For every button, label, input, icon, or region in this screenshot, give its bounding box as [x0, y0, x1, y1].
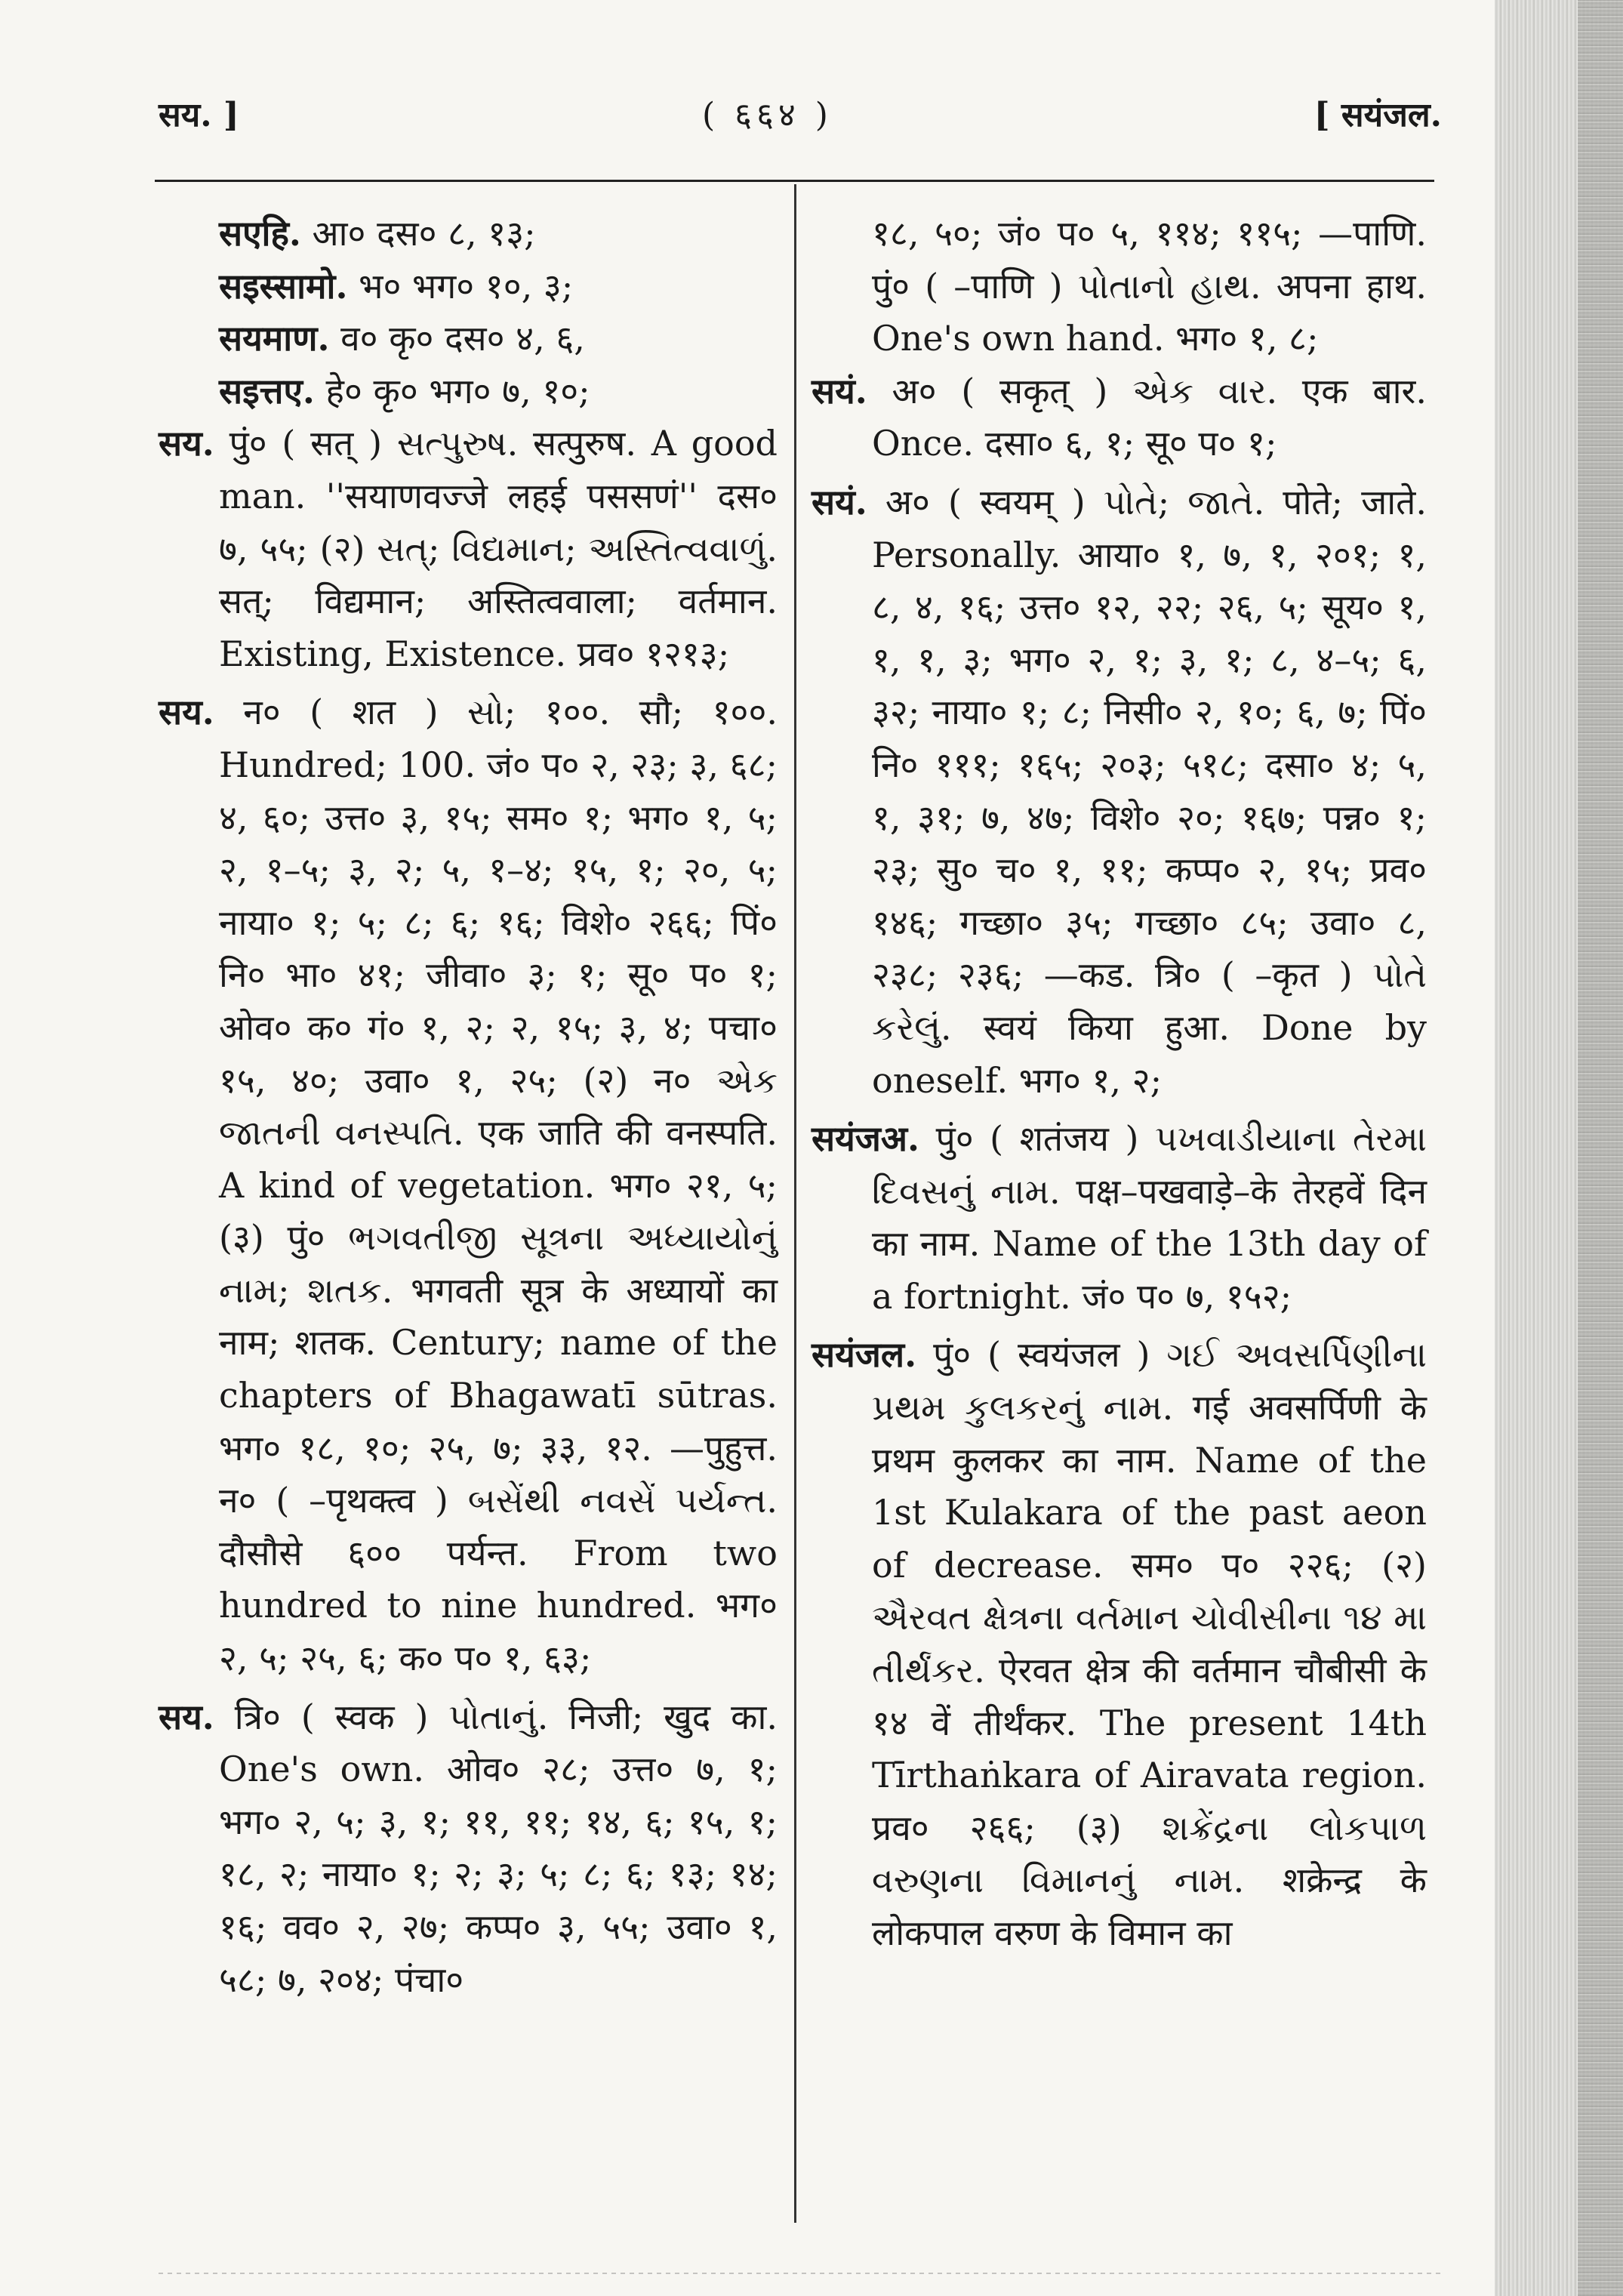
dictionary-entry-continued: [812, 208, 1427, 365]
entry-headword: सयंजअ.: [812, 1118, 920, 1160]
entry-body: अ० ( स्वयम् ) પોતે; જાતે. पोते; जाते. Personally. आया० १, ७, १, २०१; १, ८, ४, १६; उत्त० १२, २२; २६, ५; सूय० १, १, १, ३; भग० २, १; ३, १; ८, ४–५; ६, ३२; नाया० १; ८; निसी० २, १०; ६, ७; पिं० नि० १११; १६५; २०३; ५१८; दसा० ४; ५, १, ३१; ७, ४७; विशे० २०; १६७; पन्न० १; २३; सु० च० १, ११; कप्प० २, १५; प्रव० १४६; गच्छा० ३५; गच्छा० ८५; उवा० ८, २३८; २३६; —कड. त्रि० ( –कृत ) પોતે કરેલું. स्वयं किया हुआ. Done by oneself. भग० १, २;: [872, 481, 1427, 1101]
entry-body: १८, ५०; जं० प० ५, ११४; ११५; —पाणि. पुं० ( –पाणि ) પોતાનો હાથ. अपना हाथ. One's own hand. भग० १, ८;: [872, 213, 1427, 359]
entry-headword: सय.: [159, 1696, 214, 1737]
dictionary-entry: [159, 260, 778, 313]
dictionary-entry: [159, 686, 778, 1684]
entry-body: त्रि० ( स्वक ) પોતાનું. निजी; खुद का. One's own. ओव० २८; उत्त० ७, १; भग० २, ५; ३, १; ११, ११; १४, ६; १५, १; १८, २; नाया० १; २; ३; ५; ८; ६; १३; १४; १६; वव० २, २७; कप्प० ३, ५५; उवा० १, ५८; ७, २०४; पंचा०: [219, 1696, 778, 2000]
left-column: [159, 208, 778, 2012]
entry-headword: सएहि.: [219, 213, 301, 254]
dictionary-entry: [159, 208, 778, 260]
dictionary-entry: [812, 476, 1427, 1107]
dictionary-entry: [159, 313, 778, 365]
entry-headword: सइस्सामो.: [219, 265, 348, 307]
header-left-guideword: सय. ]: [159, 96, 239, 134]
right-column: [812, 208, 1427, 1966]
entry-body: अ० ( सकृत् ) એક વાર. एक बार. Once. दसा० ६, १; सू० प० १;: [872, 370, 1427, 464]
dictionary-entry: [159, 1691, 778, 2007]
dictionary-entry: [159, 418, 778, 680]
column-divider: [794, 184, 796, 2223]
entry-headword: सइत्तए.: [219, 370, 315, 411]
entry-body: पुं० ( स्वयंजल ) ગઈ અવસર્પિણીના પ્રથમ કુલકરનું નામ. गई अवसर्पिणी के प्रथम कुलकर का नाम. Name of the 1st Kulakara of the past aeon of decrease. सम० प० २२६; (२) ઐરવત ક્ષેત્રના વર્તમાન ચોવીસીના ૧૪ મા તીર્થંકર. ऐरवत क्षेत्र की वर्तमान चौबीसी के १४ वें तीर्थंकर. The present 14th Tīrthaṅkara of Airavata region. प्रव० २६६; (३) શક્રેંદ્રના લોકપાળ વરુણના વિમાનનું નામ. शक्रेन्द्र के लोकपाल वरुण के विमान का: [872, 1334, 1427, 1953]
entry-headword: सय.: [159, 692, 214, 733]
page-header: [159, 91, 1442, 143]
bottom-scan-line: [159, 2273, 1442, 2274]
entry-body: हे० कृ० भग० ७, १०;: [325, 370, 590, 411]
header-rule: [155, 180, 1434, 182]
entry-body: पुं० ( सत् ) સત્પુરુષ. सत्पुरुष. A good man. ''सयाणवज्जे लहई पससणं'' दस० ७, ५५; (२) સત્; વિદ્યમાન; અસ્તિત્વવાળું. सत्; विद्यमान; अस्तित्ववाला; वर्तमान. Existing, Existence. प्रव० १२१३;: [219, 423, 778, 674]
entry-body: पुं० ( शतंजय ) પખવાડીયાના તેરમા દિવસનું નામ. पक्ष–पखवाड़े–के तेरहवें दिन का नाम. Name of the 13th day of a fortnight. जं० प० ७, १५२;: [872, 1118, 1427, 1317]
entry-headword: सयं.: [812, 481, 867, 522]
dictionary-entry: [812, 1329, 1427, 1959]
dictionary-entry: [159, 365, 778, 418]
page-number: ( ६६४ ): [702, 96, 833, 134]
entry-headword: सय.: [159, 423, 214, 464]
dictionary-entry: [812, 365, 1427, 470]
page-scan-binding: [1578, 0, 1623, 2296]
entry-body: भ० भग० १०, ३;: [359, 265, 574, 307]
entry-headword: सयं.: [812, 370, 867, 411]
entry-body: व० कृ० दस० ४, ६,: [340, 318, 585, 359]
dictionary-entry: [812, 1113, 1427, 1323]
entry-headword: सयमाण.: [219, 318, 330, 359]
entry-headword: सयंजल.: [812, 1334, 917, 1376]
entry-body: आ० दस० ८, १३;: [312, 213, 536, 254]
entry-body: न० ( शत ) સો; १००. सौ; १००. Hundred; 100. जं० प० २, २३; ३, ६८; ४, ६०; उत्त० ३, १५; सम० १; भग० १, ५; २, १–५; ३, २; ५, १–४; १५, १; २०, ५; नाया० १; ५; ८; ६; १६; विशे० २६६; पिं० नि० भा० ४१; जीवा० ३; १; सू० प० १; ओव० क० गं० १, २; २, १५; ३, ४; पचा० १५, ४०; उवा० १, २५; (२) न० એક જાતની વનસ્પતિ. एक जाति की वनस्पति. A kind of vegetation. भग० २१, ५; (३) पुं० ભગવતીજી સૂત્રના અધ્યાયોનું નામ; શતક. भगवती सूत्र के अध्यायों का नाम; शतक. Century; name of the chapters of Bhagawatī sūtras. भग० १८, १०; २५, ७; ३३, १२. —पुहुत्त. न० ( –पृथक्त्व ) બસેંથી નવસેં પર્યન્ત. दौसौसे ६०० पर्यन्त. From two hundred to nine hundred. भग० २, ५; २५, ६; क० प० १, ६३;: [219, 692, 778, 1679]
header-right-guideword: [ सयंजल.: [1313, 96, 1442, 134]
